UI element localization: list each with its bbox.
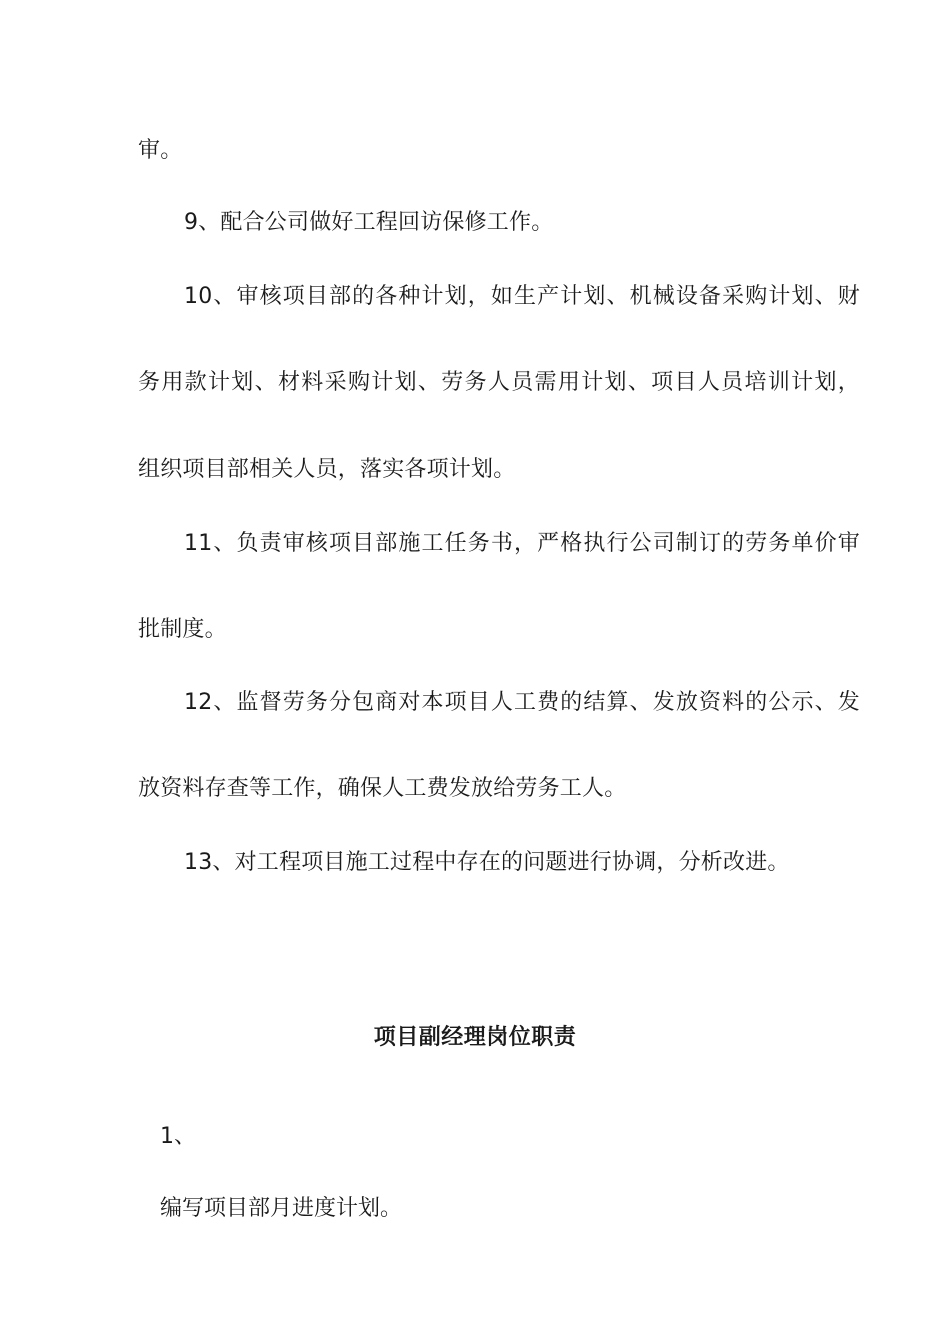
paragraph-line: 12、监督劳务分包商对本项目人工费的结算、发放资料的公示、发: [184, 690, 860, 715]
paragraph-line: 13、对工程项目施工过程中存在的问题进行协调，分析改进。: [184, 850, 790, 875]
section-title: 项目副经理岗位职责: [373, 1025, 577, 1050]
list-item-number: 1、: [160, 1124, 196, 1149]
paragraph-line: 10、审核项目部的各种计划，如生产计划、机械设备采购计划、财: [184, 284, 860, 309]
paragraph-line: 9、配合公司做好工程回访保修工作。: [184, 210, 554, 235]
paragraph-line: 批制度。: [138, 617, 227, 642]
paragraph-line: 务用款计划、材料采购计划、劳务人员需用计划、项目人员培训计划，: [138, 370, 860, 395]
paragraph-line: 11、负责审核项目部施工任务书，严格执行公司制订的劳务单价审: [184, 531, 860, 556]
paragraph-line: 组织项目部相关人员，落实各项计划。: [138, 457, 516, 482]
paragraph-line: 审。: [138, 138, 183, 163]
list-item-text: 编写项目部月进度计划。: [160, 1196, 403, 1221]
paragraph-line: 放资料存查等工作，确保人工费发放给劳务工人。: [138, 776, 627, 801]
